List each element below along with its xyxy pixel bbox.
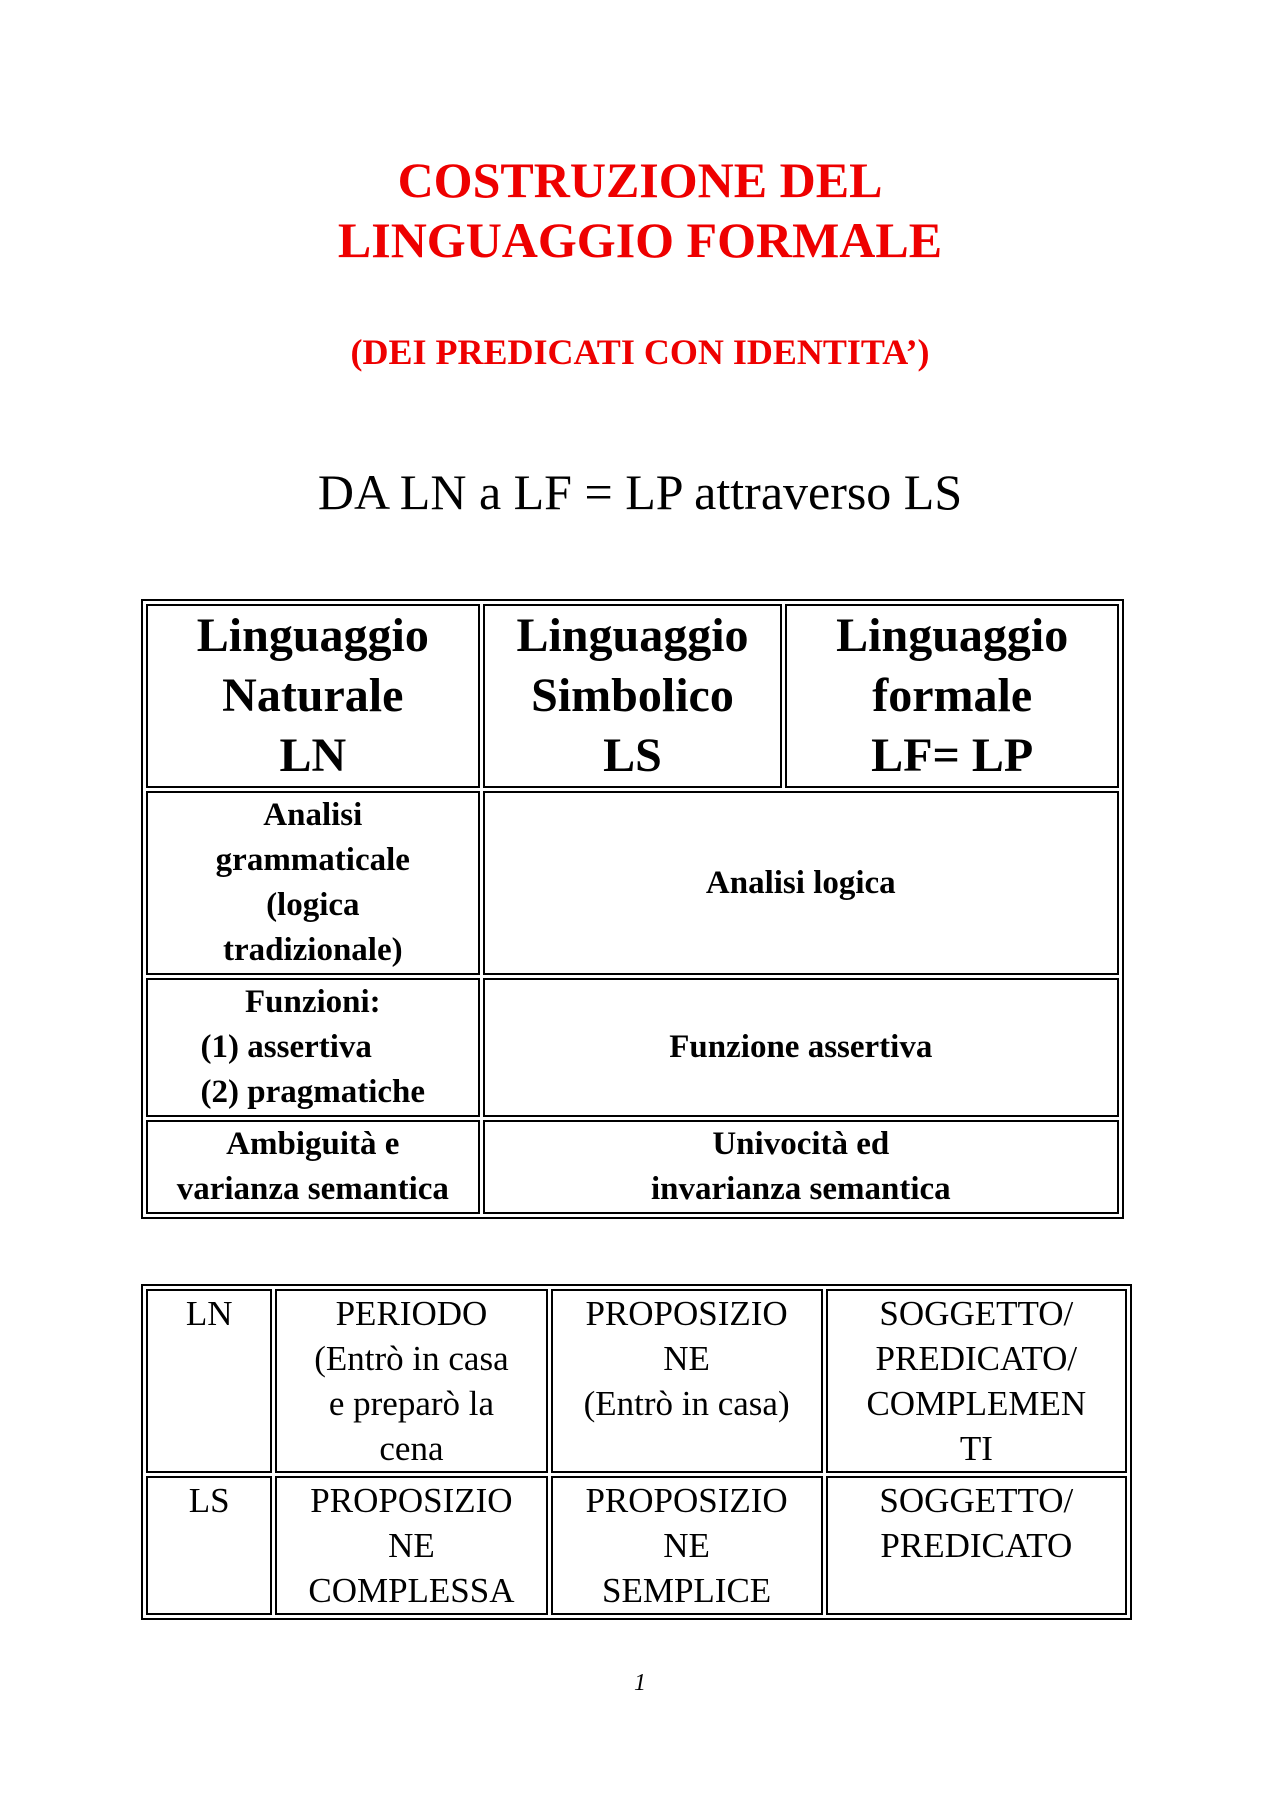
cell-text: invarianza semantica bbox=[650, 1171, 951, 1207]
cell-text: varianza semantica bbox=[176, 1171, 449, 1207]
cell-text: Analisi bbox=[263, 797, 363, 833]
cell-text: TI bbox=[959, 1429, 993, 1468]
header-cell-symbolic bbox=[483, 604, 783, 788]
cell-text: (Entrò in casa) bbox=[583, 1384, 790, 1423]
cell-text: PROPOSIZIO bbox=[310, 1481, 513, 1520]
header-text: Simbolico bbox=[531, 669, 734, 722]
cell-text: Ambiguità e bbox=[226, 1126, 400, 1162]
header-text: formale bbox=[872, 669, 1033, 722]
cell-subject-predicate bbox=[826, 1476, 1127, 1615]
functions-list bbox=[201, 1025, 426, 1115]
page-title-line-1: COSTRUZIONE DEL bbox=[397, 152, 883, 208]
list-item: (2) pragmatiche bbox=[200, 1074, 426, 1110]
cell-text: NE bbox=[663, 1526, 710, 1565]
cell-text: NE bbox=[388, 1526, 435, 1565]
cell-text: PERIODO bbox=[335, 1294, 488, 1333]
cell-text: PREDICATO bbox=[880, 1526, 1073, 1565]
cell-text: COMPLESSA bbox=[308, 1571, 515, 1610]
table-row bbox=[146, 791, 1119, 975]
cell-ambiguity bbox=[146, 1120, 480, 1214]
cell-univocity bbox=[483, 1120, 1119, 1214]
cell-text: SOGGETTO/ bbox=[879, 1294, 1074, 1333]
cell-text: Analisi logica bbox=[705, 864, 896, 901]
cell-text: COMPLEMEN bbox=[866, 1384, 1087, 1423]
table-row bbox=[146, 1476, 1127, 1615]
structure-table bbox=[141, 1284, 1132, 1620]
header-text: LN bbox=[279, 729, 347, 782]
page-number: 1 bbox=[634, 1670, 646, 1696]
row-label-ls: LS bbox=[146, 1476, 272, 1615]
header-text: Naturale bbox=[222, 669, 404, 722]
cell-text: Funzione assertiva bbox=[669, 1029, 933, 1065]
cell-text: SEMPLICE bbox=[601, 1571, 772, 1610]
table-row bbox=[146, 978, 1119, 1117]
cell-text: cena bbox=[379, 1429, 444, 1468]
header-cell-formal bbox=[785, 604, 1119, 788]
cell-text: (Entrò in casa bbox=[314, 1339, 509, 1378]
list-item: (1) assertiva bbox=[200, 1029, 372, 1065]
cell-text: Funzioni: bbox=[244, 984, 381, 1020]
page-title-line-2: LINGUAGGIO FORMALE bbox=[337, 212, 943, 268]
header-text: LS bbox=[603, 729, 662, 782]
cell-functions bbox=[146, 978, 480, 1117]
cell-proposition bbox=[551, 1289, 823, 1473]
cell-text: PROPOSIZIO bbox=[585, 1294, 788, 1333]
cell-text: PROPOSIZIO bbox=[585, 1481, 788, 1520]
cell-text: (logica bbox=[266, 887, 360, 923]
table-header-row bbox=[146, 604, 1119, 788]
row-label-ln: LN bbox=[146, 1289, 272, 1473]
cell-text: tradizionale) bbox=[222, 932, 403, 968]
table-row bbox=[146, 1289, 1127, 1473]
header-text: Linguaggio bbox=[516, 609, 749, 662]
cell-period bbox=[275, 1289, 547, 1473]
page-title bbox=[0, 150, 1280, 270]
cell-text: Univocità ed bbox=[712, 1126, 890, 1162]
header-text: LF= LP bbox=[871, 729, 1034, 782]
cell-simple-proposition bbox=[551, 1476, 823, 1615]
cell-analysis-grammatical bbox=[146, 791, 480, 975]
header-cell-natural bbox=[146, 604, 480, 788]
cell-assertive-function bbox=[483, 978, 1119, 1117]
cell-text: e preparò la bbox=[328, 1384, 495, 1423]
cell-complex-proposition bbox=[275, 1476, 547, 1615]
table-row bbox=[146, 1120, 1119, 1214]
page-subtitle: (DEI PREDICATI CON IDENTITA’) bbox=[350, 332, 930, 372]
cell-text: PREDICATO/ bbox=[875, 1339, 1078, 1378]
header-text: Linguaggio bbox=[836, 609, 1069, 662]
cell-subject-predicate-complements bbox=[826, 1289, 1127, 1473]
comparison-table bbox=[141, 599, 1124, 1219]
equation-line: DA LN a LF = LP attraverso LS bbox=[317, 464, 963, 520]
header-text: Linguaggio bbox=[196, 609, 429, 662]
cell-text: NE bbox=[663, 1339, 710, 1378]
cell-analysis-logical bbox=[483, 791, 1119, 975]
cell-text: SOGGETTO/ bbox=[879, 1481, 1074, 1520]
cell-text: grammaticale bbox=[215, 842, 410, 878]
